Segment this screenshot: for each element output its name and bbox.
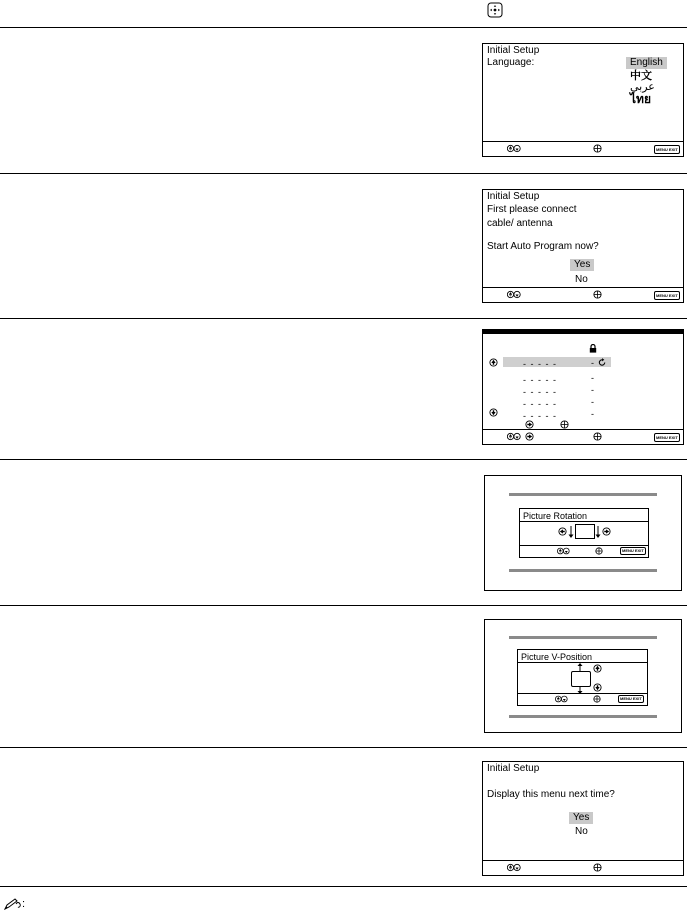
no-option[interactable]: No bbox=[575, 826, 588, 837]
language-option-english[interactable]: English bbox=[626, 57, 667, 69]
menu-exit-icon: MENU EXIT bbox=[656, 147, 678, 152]
up-down-arrows-icon bbox=[507, 290, 521, 299]
channel-name: - - - - - bbox=[523, 399, 557, 409]
display-menu-screen bbox=[482, 761, 684, 876]
picture-rotation-frame bbox=[484, 475, 682, 591]
menu-exit-icon: MENU EXIT bbox=[656, 293, 678, 298]
channel-name: - - - - - bbox=[523, 411, 557, 421]
rotate-left-icon[interactable] bbox=[558, 527, 567, 536]
dialog-title-divider bbox=[520, 521, 648, 522]
joystick-select-icon bbox=[593, 432, 602, 441]
dialog-title: Picture V-Position bbox=[521, 652, 593, 662]
section-divider bbox=[0, 27, 687, 28]
menu-exit-icon: MENU EXIT bbox=[622, 548, 644, 553]
rotate-down-right-arrow-icon bbox=[595, 525, 601, 539]
up-down-arrows-icon bbox=[507, 863, 521, 872]
return-arrow-icon[interactable] bbox=[598, 358, 607, 367]
joystick-select-icon bbox=[593, 695, 601, 703]
right-arrow-icon bbox=[525, 432, 534, 441]
channel-mark: - bbox=[591, 358, 595, 368]
language-option-thai[interactable]: ไทย bbox=[630, 92, 651, 106]
scroll-up-icon[interactable] bbox=[489, 358, 498, 367]
language-option-arabic[interactable]: عربي bbox=[630, 81, 655, 93]
rotate-down-left-arrow-icon bbox=[568, 525, 574, 539]
language-option-chinese[interactable]: 中文 bbox=[630, 70, 652, 82]
screen-title: Initial Setup bbox=[487, 191, 540, 202]
language-label: Language: bbox=[487, 57, 535, 68]
connect-message-line1: First please connect bbox=[487, 204, 577, 215]
yes-option[interactable]: Yes bbox=[570, 259, 594, 271]
channel-list-screen bbox=[482, 329, 684, 445]
yes-option[interactable]: Yes bbox=[569, 812, 593, 824]
menu-exit-icon: MENU EXIT bbox=[620, 696, 642, 701]
picture-rotation-dialog bbox=[519, 508, 649, 558]
right-arrow-icon[interactable] bbox=[525, 420, 534, 429]
channel-mark: - bbox=[591, 373, 595, 383]
section-divider bbox=[0, 747, 687, 748]
dialog-footer bbox=[518, 693, 647, 705]
picture-vposition-frame bbox=[484, 619, 682, 733]
picture-preview-box bbox=[571, 671, 591, 687]
picture-vposition-dialog bbox=[517, 649, 648, 706]
scroll-down-icon[interactable] bbox=[489, 408, 498, 417]
joystick-select-icon bbox=[593, 863, 602, 872]
auto-program-screen bbox=[482, 189, 684, 303]
rotate-right-icon[interactable] bbox=[602, 527, 611, 536]
channel-name: - - - - - bbox=[523, 359, 557, 369]
up-down-arrows-icon bbox=[555, 695, 568, 703]
screen-footer bbox=[483, 141, 683, 156]
channel-name: - - - - - bbox=[523, 375, 557, 385]
picture-bottom-edge bbox=[509, 569, 657, 572]
section-divider bbox=[0, 605, 687, 606]
channel-name: - - - - - bbox=[523, 387, 557, 397]
screen-title: Initial Setup bbox=[487, 45, 540, 56]
picture-preview-box bbox=[575, 524, 595, 539]
picture-bottom-edge bbox=[509, 715, 657, 718]
dialog-footer bbox=[520, 545, 648, 557]
connect-message-line2: cable/ antenna bbox=[487, 218, 553, 229]
section-divider bbox=[0, 318, 687, 319]
up-down-arrows-icon bbox=[507, 144, 521, 153]
language-setup-screen bbox=[482, 43, 684, 157]
joystick-center-icon bbox=[487, 2, 503, 18]
channel-mark: - bbox=[591, 409, 595, 419]
left-right-arrows-icon bbox=[557, 547, 570, 555]
dialog-title: Picture Rotation bbox=[523, 511, 588, 521]
menu-exit-icon: MENU EXIT bbox=[656, 435, 678, 440]
note-label bbox=[4, 898, 25, 910]
channel-mark: - bbox=[591, 397, 595, 407]
section-divider bbox=[0, 886, 687, 887]
lock-icon bbox=[589, 344, 597, 353]
joystick-select-icon bbox=[593, 144, 602, 153]
up-arrow-icon bbox=[577, 663, 583, 671]
picture-top-edge bbox=[509, 636, 657, 639]
screen-title: Initial Setup bbox=[487, 763, 540, 774]
joystick-select-icon bbox=[595, 547, 603, 555]
screen-footer bbox=[483, 429, 683, 444]
screen-footer bbox=[483, 860, 683, 875]
auto-program-question: Start Auto Program now? bbox=[487, 241, 599, 252]
joystick-select-icon bbox=[593, 290, 602, 299]
display-menu-question: Display this menu next time? bbox=[487, 789, 615, 800]
title-bar bbox=[483, 330, 683, 334]
joystick-select-icon bbox=[560, 420, 569, 429]
move-down-icon[interactable] bbox=[593, 683, 602, 692]
no-option[interactable]: No bbox=[575, 274, 588, 285]
channel-mark: - bbox=[591, 385, 595, 395]
picture-top-edge bbox=[509, 493, 657, 496]
up-down-arrows-icon bbox=[507, 432, 521, 441]
screen-footer bbox=[483, 287, 683, 302]
note-colon: : bbox=[22, 898, 26, 910]
section-divider bbox=[0, 173, 687, 174]
section-divider bbox=[0, 459, 687, 460]
pencil-note-icon bbox=[4, 898, 22, 910]
move-up-icon[interactable] bbox=[593, 664, 602, 673]
